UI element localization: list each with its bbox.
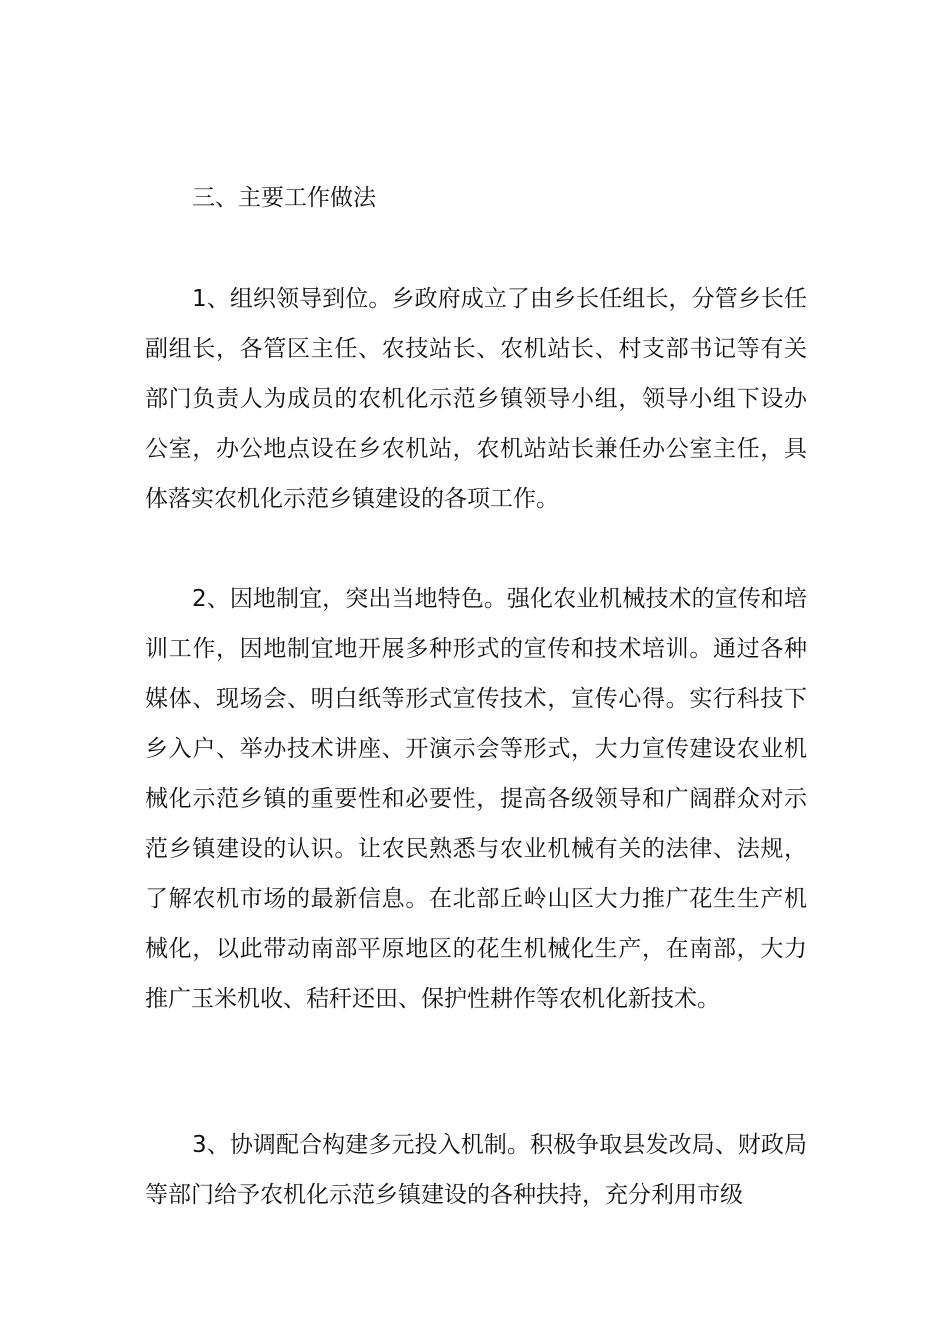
paragraph-investment-mechanism: 3、协调配合构建多元投入机制。积极争取县发改局、财政局等部门给予农机化示范乡镇建设的各种扶持，充分利用市级 [145,1132,807,1208]
section-heading: 三、主要工作做法 [192,185,376,211]
paragraph-local-conditions: 2、因地制宜，突出当地特色。强化农业机械技术的宣传和培训工作，因地制宜地开展多种形式的宣传和技术培训。通过各种媒体、现场会、明白纸等形式宣传技术，宣传心得。实行科技下乡入户、举办技术讲座、开演示会等形式，大力宣传建设农业机械化示范乡镇的重要性和必要性，提高各级领导和广阔群众对示范乡镇建设的认识。让农民熟悉与农业机械有关的法律、法规，了解农机市场的最新信息。在北部丘岭山区大力推广花生生产机械化，以此带动南部平原地区的花生机械化生产，在南部，大力推广玉米机收、秸秆还田、保护性耕作等农机化新技术。 [145,586,807,1012]
paragraph-organization: 1、组织领导到位。乡政府成立了由乡长任组长，分管乡长任副组长，各管区主任、农技站长、农机站长、村支部书记等有关部门负责人为成员的农机化示范乡镇领导小组，领导小组下设办公室，办公地点设在乡农机站，农机站站长兼任办公室主任，具体落实农机化示范乡镇建设的各项工作。 [145,286,807,512]
